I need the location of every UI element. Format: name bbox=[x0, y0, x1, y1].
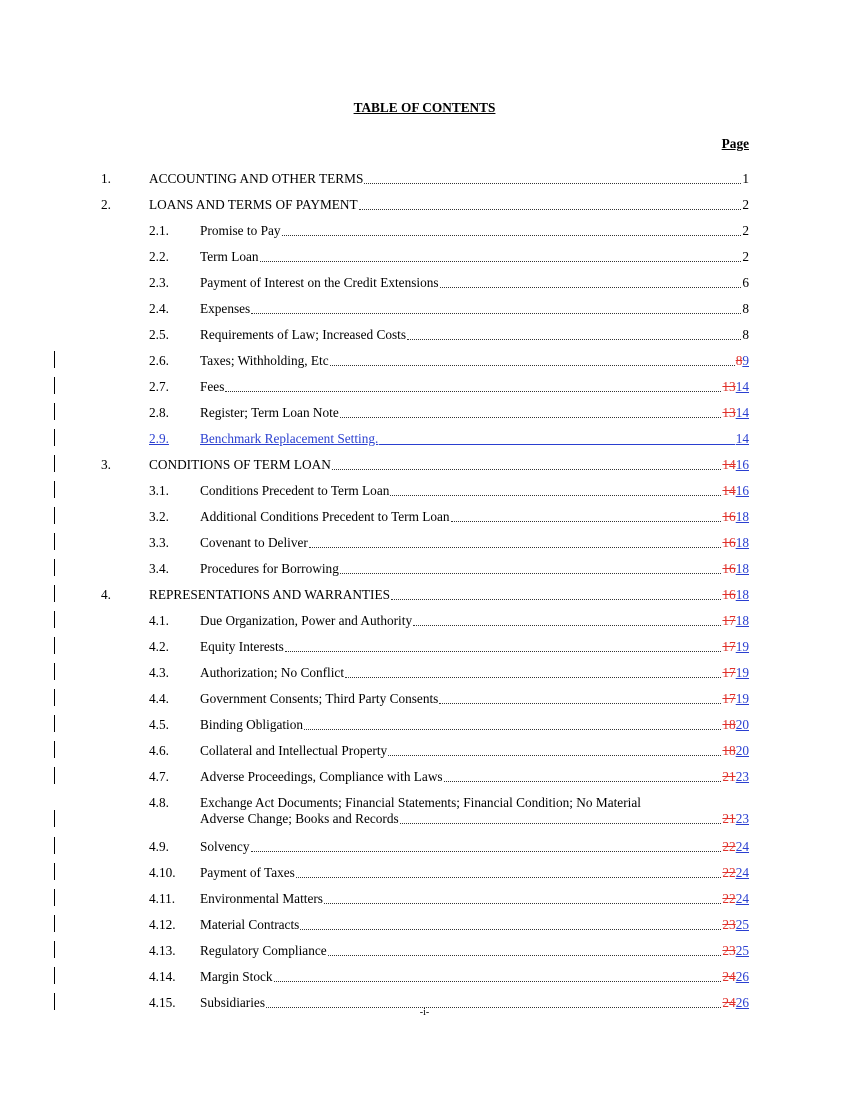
change-bar bbox=[54, 863, 55, 880]
page-number-link[interactable] bbox=[722, 665, 749, 681]
section-number: 4. bbox=[101, 587, 111, 602]
section-number: 4.15. bbox=[149, 995, 176, 1010]
toc-entry[interactable] bbox=[0, 762, 849, 788]
page-number-link[interactable] bbox=[722, 587, 749, 603]
deleted-page: 14 bbox=[722, 457, 736, 472]
section-title: Term Loan bbox=[200, 249, 259, 264]
change-bar bbox=[54, 941, 55, 958]
deleted-page: 21 bbox=[722, 769, 736, 784]
page-number-link[interactable] bbox=[736, 353, 749, 369]
inserted-page: 26 bbox=[735, 969, 749, 984]
dot-leader bbox=[379, 443, 734, 445]
section-title: REPRESENTATIONS AND WARRANTIES bbox=[149, 587, 391, 602]
deleted-page: 17 bbox=[722, 613, 736, 628]
deleted-page: 16 bbox=[722, 561, 736, 576]
page-number-link[interactable] bbox=[722, 917, 749, 933]
deleted-page: 22 bbox=[722, 891, 736, 906]
section-title: Expenses bbox=[200, 301, 251, 316]
inserted-page: 18 bbox=[735, 587, 749, 602]
toc-entry[interactable] bbox=[0, 424, 849, 450]
entry-text bbox=[149, 171, 749, 187]
page-number-link[interactable] bbox=[722, 969, 749, 985]
inserted-page: 24 bbox=[735, 865, 749, 880]
inserted-page: 25 bbox=[735, 917, 749, 932]
toc-entry[interactable] bbox=[0, 736, 849, 762]
section-number: 4.6. bbox=[149, 743, 169, 758]
table-of-contents bbox=[0, 164, 849, 1014]
section-title: CONDITIONS OF TERM LOAN bbox=[149, 457, 331, 472]
deleted-page: 22 bbox=[722, 839, 736, 854]
inserted-page: 24 bbox=[735, 891, 749, 906]
change-bar bbox=[54, 533, 55, 550]
change-bar bbox=[54, 585, 55, 602]
inserted-page: 16 bbox=[735, 457, 749, 472]
dot-leader bbox=[251, 850, 722, 852]
toc-entry[interactable] bbox=[0, 398, 849, 424]
change-bar bbox=[54, 481, 55, 498]
section-title-line2-row bbox=[200, 811, 749, 827]
section-number: 4.10. bbox=[149, 865, 176, 880]
entry-text bbox=[200, 639, 749, 655]
toc-entry[interactable] bbox=[0, 242, 849, 268]
dot-leader bbox=[439, 702, 721, 704]
page-number-link[interactable] bbox=[722, 379, 749, 395]
page-number-link[interactable] bbox=[722, 405, 749, 421]
toc-entry[interactable] bbox=[0, 910, 849, 936]
inserted-page: 14 bbox=[735, 405, 749, 420]
deleted-page: 24 bbox=[722, 969, 736, 984]
page-number-link[interactable] bbox=[722, 769, 749, 785]
change-bar bbox=[54, 767, 55, 784]
toc-entry[interactable] bbox=[0, 164, 849, 190]
entry-text bbox=[200, 301, 749, 317]
change-bar bbox=[54, 837, 55, 854]
dot-leader bbox=[440, 286, 742, 288]
section-number: 4.5. bbox=[149, 717, 169, 732]
section-number: 1. bbox=[101, 171, 111, 186]
change-bar bbox=[54, 455, 55, 472]
entry-text bbox=[200, 249, 749, 265]
change-bar bbox=[54, 611, 55, 628]
change-bar bbox=[54, 715, 55, 732]
inserted-page: 16 bbox=[735, 483, 749, 498]
page-column-heading: Page bbox=[721, 136, 749, 151]
section-title: Due Organization, Power and Authority bbox=[200, 613, 413, 628]
dot-leader bbox=[300, 928, 721, 930]
page-number-link[interactable] bbox=[722, 639, 749, 655]
inserted-page: 18 bbox=[735, 561, 749, 576]
deleted-page: 16 bbox=[722, 535, 736, 550]
toc-entry[interactable] bbox=[0, 476, 849, 502]
deleted-page: 17 bbox=[722, 665, 736, 680]
section-number: 3.4. bbox=[149, 561, 169, 576]
dot-leader bbox=[359, 208, 742, 210]
change-bar bbox=[54, 351, 55, 368]
section-title: Material Contracts bbox=[200, 917, 300, 932]
dot-leader bbox=[296, 876, 722, 878]
page-number-link[interactable] bbox=[722, 943, 749, 959]
section-title: Subsidiaries bbox=[200, 995, 266, 1010]
page-number-link[interactable] bbox=[722, 811, 749, 827]
entry-text bbox=[200, 839, 749, 855]
section-number: 4.13. bbox=[149, 943, 176, 958]
dot-leader bbox=[225, 390, 721, 392]
section-title: Benchmark Replacement Setting. bbox=[200, 431, 379, 446]
section-title: Procedures for Borrowing bbox=[200, 561, 339, 576]
section-title: Requirements of Law; Increased Costs bbox=[200, 327, 407, 342]
toc-entry[interactable] bbox=[0, 884, 849, 910]
section-number: 4.7. bbox=[149, 769, 169, 784]
section-title: LOANS AND TERMS OF PAYMENT bbox=[149, 197, 358, 212]
dot-leader bbox=[390, 494, 721, 496]
page-number-link[interactable] bbox=[722, 509, 749, 525]
deleted-page: 13 bbox=[722, 379, 736, 394]
dot-leader bbox=[340, 416, 722, 418]
entry-text bbox=[200, 691, 749, 707]
toc-entry[interactable] bbox=[0, 658, 849, 684]
toc-entry[interactable] bbox=[0, 580, 849, 606]
toc-entry[interactable] bbox=[0, 554, 849, 580]
toc-entry[interactable] bbox=[0, 684, 849, 710]
inserted-page: 25 bbox=[735, 943, 749, 958]
section-title: ACCOUNTING AND OTHER TERMS bbox=[149, 171, 364, 186]
section-title: Government Consents; Third Party Consents bbox=[200, 691, 439, 706]
change-bar bbox=[54, 507, 55, 524]
inserted-page: 18 bbox=[735, 509, 749, 524]
change-bar bbox=[54, 889, 55, 906]
change-bar bbox=[54, 967, 55, 984]
entry-text bbox=[149, 457, 749, 473]
change-bar bbox=[54, 429, 55, 446]
page-number-link[interactable]: 8 bbox=[742, 327, 749, 342]
section-title: Promise to Pay bbox=[200, 223, 281, 238]
page-number-link[interactable] bbox=[722, 613, 749, 629]
inserted-page: 23 bbox=[735, 811, 749, 826]
page-number-link[interactable] bbox=[722, 839, 749, 855]
entry-text bbox=[200, 405, 749, 421]
page-number-link[interactable]: 2 bbox=[742, 223, 749, 238]
entry-text bbox=[200, 327, 749, 343]
change-bar bbox=[54, 403, 55, 420]
page-number-link[interactable]: 6 bbox=[742, 275, 749, 290]
section-title: Covenant to Deliver bbox=[200, 535, 308, 550]
section-title: Regulatory Compliance bbox=[200, 943, 327, 958]
section-number: 4.14. bbox=[149, 969, 176, 984]
inserted-page: 20 bbox=[735, 743, 749, 758]
inserted-page: 18 bbox=[735, 613, 749, 628]
section-title: Binding Obligation bbox=[200, 717, 304, 732]
deleted-page: 14 bbox=[722, 483, 736, 498]
section-number: 2.9. bbox=[149, 431, 169, 446]
dot-leader bbox=[340, 572, 722, 574]
section-title: Adverse Proceedings, Compliance with Laws bbox=[200, 769, 443, 784]
entry-text bbox=[200, 535, 749, 551]
page-number-link[interactable] bbox=[722, 535, 749, 551]
toc-entry[interactable] bbox=[0, 528, 849, 554]
inserted-page: 19 bbox=[735, 691, 749, 706]
deleted-page: 21 bbox=[722, 811, 736, 826]
toc-entry[interactable] bbox=[0, 710, 849, 736]
toc-entry[interactable] bbox=[0, 190, 849, 216]
change-bar bbox=[54, 637, 55, 654]
dot-leader bbox=[274, 980, 722, 982]
deleted-page: 18 bbox=[722, 717, 736, 732]
deleted-page: 24 bbox=[722, 995, 736, 1010]
change-bar bbox=[54, 915, 55, 932]
page-number-link[interactable] bbox=[722, 743, 749, 759]
section-number: 3. bbox=[101, 457, 111, 472]
page-number-link[interactable] bbox=[722, 865, 749, 881]
page-number-link[interactable] bbox=[722, 457, 749, 473]
toc-entry[interactable] bbox=[0, 268, 849, 294]
section-number: 2.3. bbox=[149, 275, 169, 290]
dot-leader bbox=[400, 822, 722, 824]
dot-leader bbox=[332, 468, 722, 470]
deleted-page: 16 bbox=[722, 587, 736, 602]
deleted-page: 8 bbox=[735, 353, 743, 368]
dot-leader bbox=[413, 624, 721, 626]
page-number-link[interactable]: 8 bbox=[742, 301, 749, 316]
section-number: 2.6. bbox=[149, 353, 169, 368]
section-title: Environmental Matters bbox=[200, 891, 323, 906]
inserted-page: 9 bbox=[742, 353, 749, 368]
inserted-page: 23 bbox=[735, 769, 749, 784]
entry-text bbox=[149, 197, 749, 213]
inserted-page: 24 bbox=[735, 839, 749, 854]
section-title: Register; Term Loan Note bbox=[200, 405, 339, 420]
section-number: 4.4. bbox=[149, 691, 169, 706]
dot-leader bbox=[345, 676, 721, 678]
toc-entry[interactable] bbox=[0, 502, 849, 528]
section-title-line1: Exchange Act Documents; Financial Statements; Financial Condition; No Material bbox=[200, 795, 641, 810]
dot-leader bbox=[407, 338, 741, 340]
deleted-page: 23 bbox=[722, 943, 736, 958]
entry-text bbox=[200, 509, 749, 525]
section-title: Equity Interests bbox=[200, 639, 284, 654]
entry-text bbox=[200, 353, 749, 369]
dot-leader bbox=[324, 902, 721, 904]
toc-entry[interactable] bbox=[0, 858, 849, 884]
inserted-page: 26 bbox=[735, 995, 749, 1010]
section-title: Margin Stock bbox=[200, 969, 273, 984]
change-bar bbox=[54, 663, 55, 680]
section-title: Fees bbox=[200, 379, 225, 394]
entry-text bbox=[200, 665, 749, 681]
section-number: 2.4. bbox=[149, 301, 169, 316]
inserted-page: 19 bbox=[735, 639, 749, 654]
section-title: Taxes; Withholding, Etc bbox=[200, 353, 329, 368]
page-number-link[interactable] bbox=[722, 483, 749, 499]
deleted-page: 18 bbox=[722, 743, 736, 758]
toc-entry[interactable] bbox=[0, 606, 849, 632]
dot-leader bbox=[260, 260, 742, 262]
inserted-page: 19 bbox=[735, 665, 749, 680]
toc-entry[interactable] bbox=[0, 450, 849, 476]
toc-entry[interactable] bbox=[0, 632, 849, 658]
page-number-link[interactable]: 2 bbox=[742, 197, 749, 212]
section-title: Collateral and Intellectual Property bbox=[200, 743, 388, 758]
dot-leader bbox=[451, 520, 722, 522]
section-title: Conditions Precedent to Term Loan bbox=[200, 483, 390, 498]
deleted-page: 23 bbox=[722, 917, 736, 932]
toc-entry[interactable] bbox=[0, 294, 849, 320]
section-number: 2.5. bbox=[149, 327, 169, 342]
deleted-page: 13 bbox=[722, 405, 736, 420]
dot-leader bbox=[251, 312, 741, 314]
entry-text bbox=[200, 969, 749, 985]
entry-text bbox=[200, 275, 749, 291]
page-number-link[interactable]: 14 bbox=[735, 431, 749, 446]
section-title: Additional Conditions Precedent to Term Loan bbox=[200, 509, 450, 524]
section-number: 4.9. bbox=[149, 839, 169, 854]
entry-text bbox=[149, 587, 749, 603]
section-title-line2: Adverse Change; Books and Records bbox=[200, 811, 399, 826]
section-title: Payment of Interest on the Credit Extensions bbox=[200, 275, 439, 290]
entry-text bbox=[200, 865, 749, 881]
toc-entry[interactable] bbox=[0, 832, 849, 858]
section-number: 4.12. bbox=[149, 917, 176, 932]
toc-entry[interactable] bbox=[0, 346, 849, 372]
dot-leader bbox=[328, 954, 722, 956]
toc-entry[interactable] bbox=[0, 962, 849, 988]
entry-text bbox=[200, 943, 749, 959]
entry-text bbox=[200, 717, 749, 733]
toc-entry[interactable] bbox=[0, 320, 849, 346]
entry-text bbox=[200, 379, 749, 395]
entry-text bbox=[200, 431, 749, 447]
dot-leader bbox=[364, 182, 741, 184]
entry-text bbox=[200, 743, 749, 759]
toc-entry[interactable] bbox=[0, 216, 849, 242]
entry-text bbox=[200, 613, 749, 629]
page-number-link[interactable] bbox=[722, 561, 749, 577]
section-number: 2.2. bbox=[149, 249, 169, 264]
deleted-page: 16 bbox=[722, 509, 736, 524]
section-number: 4.11. bbox=[149, 891, 176, 906]
section-number: 4.1. bbox=[149, 613, 169, 628]
entry-text bbox=[200, 769, 749, 785]
page-title: TABLE OF CONTENTS bbox=[353, 100, 496, 115]
deleted-page: 17 bbox=[722, 639, 736, 654]
change-bar bbox=[54, 559, 55, 576]
change-bar bbox=[54, 810, 55, 827]
page-number: -i- bbox=[419, 1007, 430, 1018]
section-number: 2.7. bbox=[149, 379, 169, 394]
section-number: 3.1. bbox=[149, 483, 169, 498]
entry-text bbox=[200, 795, 749, 827]
dot-leader bbox=[330, 364, 735, 366]
inserted-page: 20 bbox=[735, 717, 749, 732]
page-number-link[interactable]: 2 bbox=[742, 249, 749, 264]
toc-entry[interactable] bbox=[0, 372, 849, 398]
section-number: 4.8. bbox=[149, 795, 169, 810]
section-number: 2.8. bbox=[149, 405, 169, 420]
change-bar bbox=[54, 377, 55, 394]
deleted-page: 17 bbox=[722, 691, 736, 706]
change-bar bbox=[54, 689, 55, 706]
entry-text bbox=[200, 223, 749, 239]
section-number: 3.3. bbox=[149, 535, 169, 550]
section-number: 4.3. bbox=[149, 665, 169, 680]
section-title: Solvency bbox=[200, 839, 250, 854]
dot-leader bbox=[444, 780, 722, 782]
page-number-link[interactable]: 1 bbox=[742, 171, 749, 186]
section-number: 2.1. bbox=[149, 223, 169, 238]
toc-entry[interactable] bbox=[0, 936, 849, 962]
dot-leader bbox=[304, 728, 721, 730]
section-number: 3.2. bbox=[149, 509, 169, 524]
toc-entry[interactable] bbox=[0, 788, 849, 832]
section-number: 4.2. bbox=[149, 639, 169, 654]
entry-text bbox=[200, 561, 749, 577]
dot-leader bbox=[285, 650, 722, 652]
page-number-link[interactable] bbox=[722, 891, 749, 907]
page-number-link[interactable] bbox=[722, 717, 749, 733]
dot-leader bbox=[282, 234, 742, 236]
dot-leader bbox=[309, 546, 722, 548]
entry-text bbox=[200, 891, 749, 907]
deleted-page: 22 bbox=[722, 865, 736, 880]
entry-text bbox=[200, 917, 749, 933]
section-number: 2. bbox=[101, 197, 111, 212]
dot-leader bbox=[388, 754, 721, 756]
page-number-link[interactable] bbox=[722, 691, 749, 707]
inserted-page: 14 bbox=[735, 379, 749, 394]
change-bar bbox=[54, 741, 55, 758]
dot-leader bbox=[391, 598, 721, 600]
section-title: Payment of Taxes bbox=[200, 865, 295, 880]
entry-text bbox=[200, 483, 749, 499]
inserted-page: 18 bbox=[735, 535, 749, 550]
section-title: Authorization; No Conflict bbox=[200, 665, 345, 680]
